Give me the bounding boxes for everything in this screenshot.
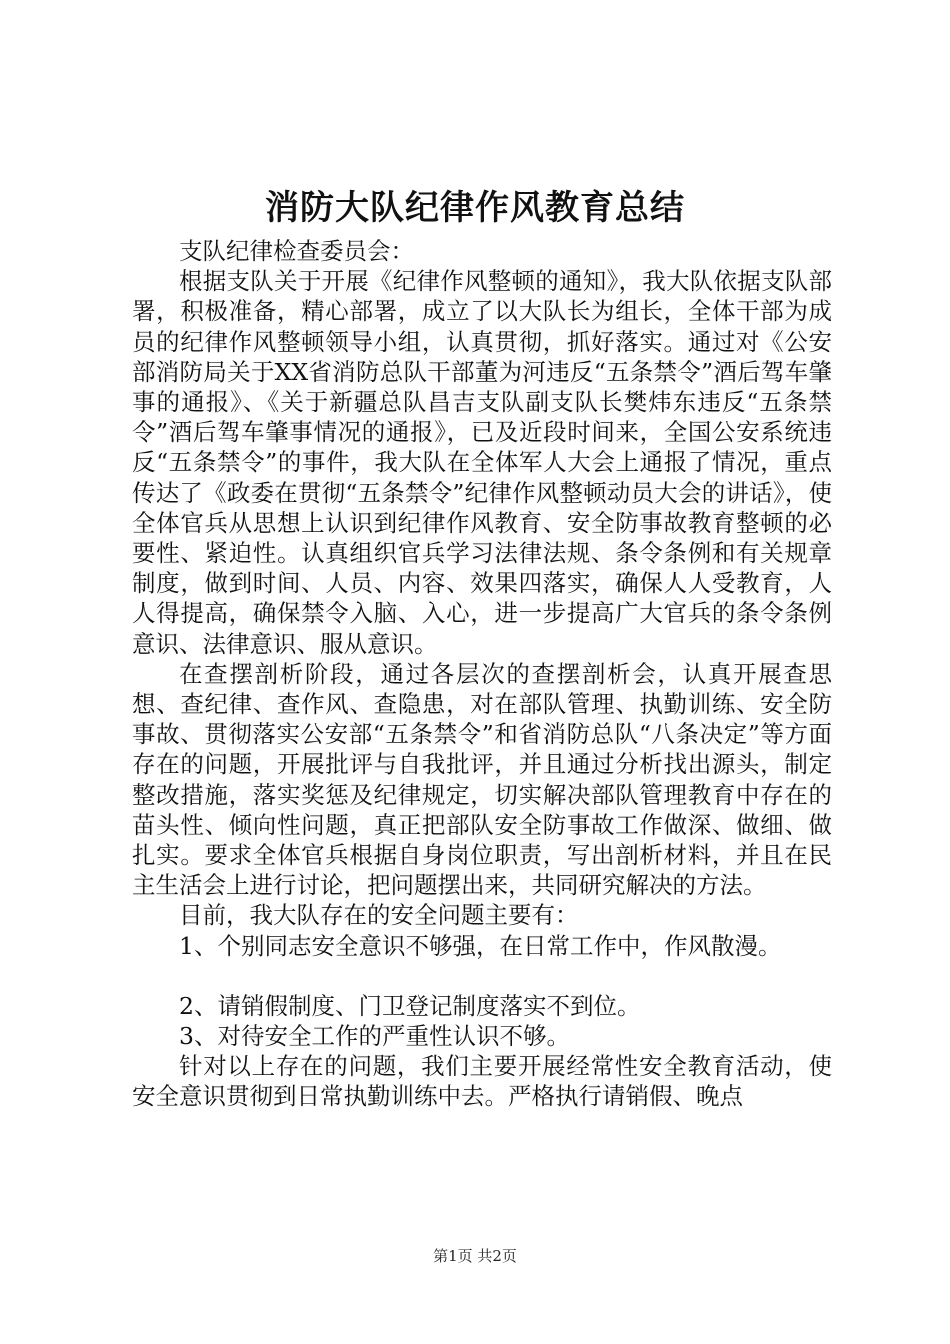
paragraph-3: 目前，我大队存在的安全问题主要有： bbox=[179, 901, 579, 930]
page-number-footer: 第1页 共2页 bbox=[433, 1247, 517, 1265]
list-item-1: 1、个别同志安全意识不够强，在日常工作中，作风散漫。 bbox=[179, 931, 782, 960]
document-title: 消防大队纪律作风教育总结 bbox=[265, 188, 685, 228]
closing-paragraph: 针对以上存在的问题，我们主要开展经常性安全教育活动，使安全意识贯彻到日常执勤训练中去。严格执行请销假、晚点 bbox=[132, 1052, 832, 1111]
salutation: 支队纪律检查委员会： bbox=[179, 237, 414, 265]
document-body bbox=[132, 236, 832, 1112]
paragraph-2: 在查摆剖析阶段，通过各层次的查摆剖析会，认真开展查思想、查纪律、查作风、查隐患，对在部队管理、执勤训练、安全防事故、贯彻落实公安部“五条禁令”和省消防总队“八条决定”等方面存在的问题，开展批评与自我批评，并且通过分析找出源头，制定整改措施，落实奖惩及纪律规定，切实解决部队管理教育中存在的苗头性、倾向性问题，真正把部队安全防事故工作做深、做细、做扎实。要求全体官兵根据自身岗位职责，写出剖析材料，并且在民主生活会上进行讨论，把问题摆出来，共同研究解决的方法。 bbox=[132, 659, 832, 900]
list-item-3: 3、对待安全工作的严重性认识不够。 bbox=[179, 1022, 570, 1051]
paragraph-1: 根据支队关于开展《纪律作风整顿的通知》，我大队依据支队部署，积极准备，精心部署，成立了以大队长为组长，全体干部为成员的纪律作风整顿领导小组，认真贯彻，抓好落实。通过对《公安部消防局关于XX省消防总队干部董为河违反“五条禁令”酒后驾车肇事的通报》、《关于新疆总队昌吉支队副支队长樊炜东违反“五条禁令”酒后驾车肇事情况的通报》，已及近段时间来，全国公安系统违反“五条禁令”的事件，我大队在全体军人大会上通报了情况，重点传达了《政委在贯彻“五条禁令”纪律作风整顿动员大会的讲话》，使全体官兵从思想上认识到纪律作风教育、安全防事故教育整顿的必要性、紧迫性。认真组织官兵学习法律法规、条令条例和有关规章制度，做到时间、人员、内容、效果四落实，确保人人受教育，人人得提高，确保禁令入脑、入心，进一步提高广大官兵的条令条例意识、法律意识、服从意识。 bbox=[132, 267, 832, 658]
list-item-2: 2、请销假制度、门卫登记制度落实不到位。 bbox=[179, 991, 641, 1020]
